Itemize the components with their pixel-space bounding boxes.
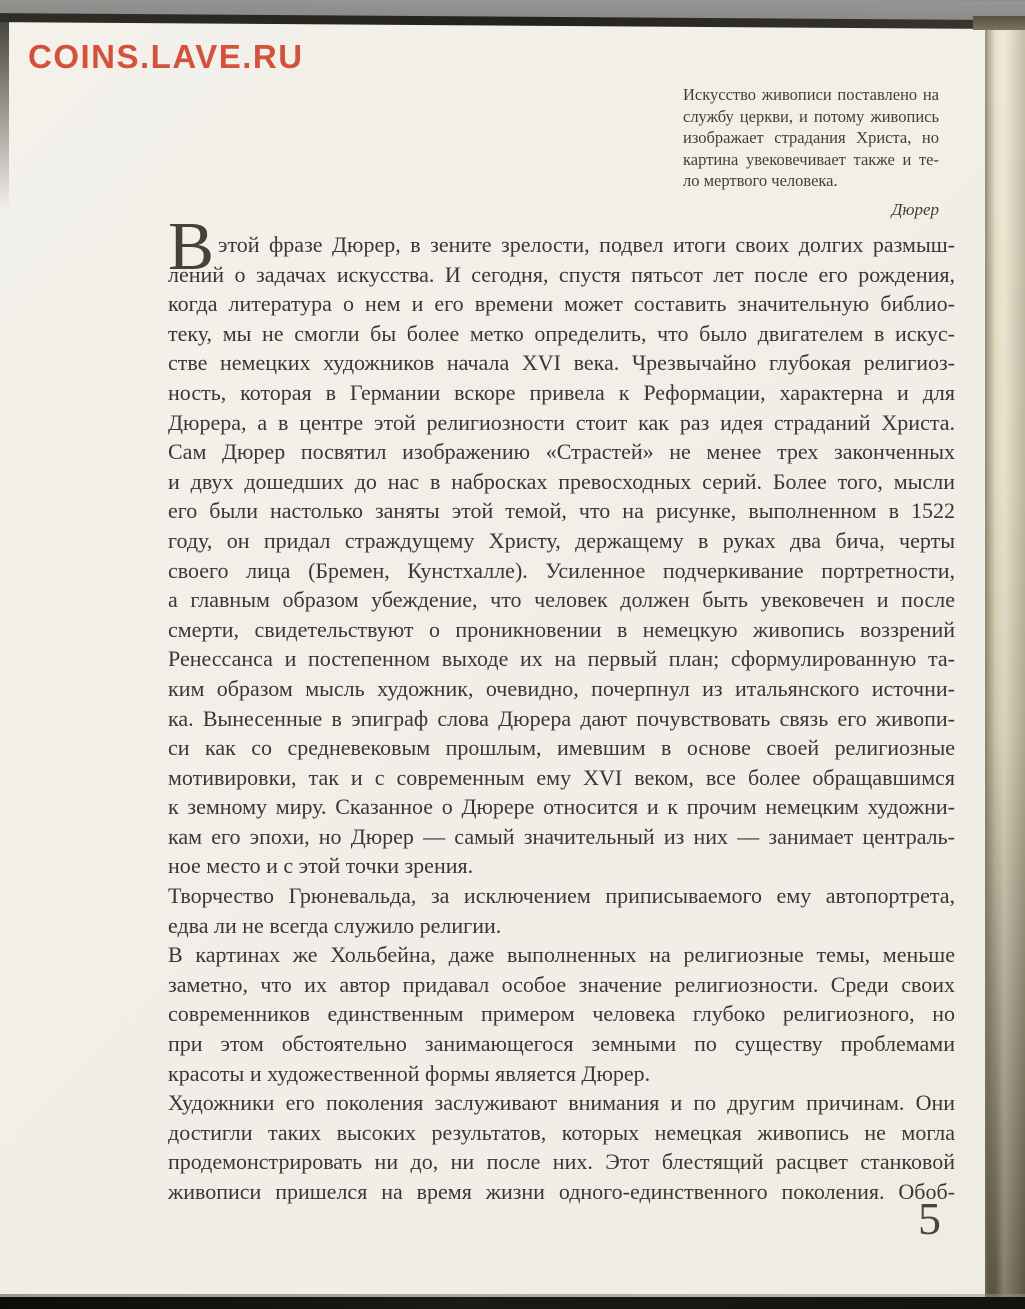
body-line: году, он придал страждущему Христу, держащему в руках два бича, черты xyxy=(168,527,955,553)
body-line: когда литература о нем и его времени может составить значительную библио- xyxy=(168,291,955,317)
body-line: смерти, свидетельствуют о проникновении в немецкую живопись воззрений xyxy=(168,616,955,642)
body-line: Дюрера, а в центре этой религиозности стоит как раз идея страданий Христа. xyxy=(168,409,955,435)
epigraph-attribution: Дюрер xyxy=(891,199,939,219)
body-line: его были настолько заняты этой темой, что на рисунке, выполненном в 1522 xyxy=(168,498,955,524)
body-line: ность, которая в Германии вскоре привела к Реформации, характерна и для xyxy=(168,379,955,405)
body-line: к земному миру. Сказанное о Дюрере относится и к прочим немецким художни- xyxy=(168,794,955,820)
body-line: этой фразе Дюрер, в зените зрелости, подвел итоги своих долгих размыш- xyxy=(218,232,955,257)
body-line: стве немецких художников начала XVI века. Чрезвычайно глубокая религиоз- xyxy=(168,350,955,376)
watermark: COINS.LAVE.RU xyxy=(28,38,304,75)
epigraph-line: ло мертвого человека. xyxy=(683,171,838,191)
body-line: мотивировки, так и с современным ему XVI веком, все более обращавшимся xyxy=(168,764,955,790)
body-line: ное место и с этой точки зрения. xyxy=(168,853,474,879)
body-line: Сам Дюрер посвятил изображению «Страстей» не менее трех законченных xyxy=(168,439,955,465)
body-line: и двух дошедших до нас в набросках превосходных серий. Более того, мысли xyxy=(168,468,955,494)
body-line: теку, мы не смогли бы более метко определить, что было двигателем в искус- xyxy=(168,320,955,346)
scan-edge-left xyxy=(0,20,9,210)
body-line: продемонстрировать ни до, ни после них. Этот блестящий расцвет станковой xyxy=(168,1149,955,1175)
body-line: Ренессанса и постепенном выходе их на первый план; сформулированную та- xyxy=(168,646,955,672)
epigraph-line: изображает страдания Христа, но xyxy=(683,128,939,148)
body-line: своего лица (Бремен, Кунстхалле). Усиленное подчеркивание портретности, xyxy=(168,557,955,583)
epigraph-line: картина увековечивает также и те- xyxy=(683,149,939,169)
epigraph-line: Искусство живописи поставлено на xyxy=(683,85,939,104)
page-number: 5 xyxy=(918,1193,941,1244)
body-line: В картинах же Хольбейна, даже выполненных на религиозные темы, меньше xyxy=(168,942,955,968)
dropcap-initial: В xyxy=(168,208,215,284)
body-line: живописи пришелся на время жизни одного-единственного поколения. Обоб- xyxy=(168,1179,955,1204)
body-line: Творчество Грюневальда, за исключением приписываемого ему автопортрета, xyxy=(168,883,955,909)
body-line: достигли таких высоких результатов, которых немецкая живопись не могла xyxy=(168,1119,955,1145)
book-page-edges xyxy=(985,24,1025,1299)
body-line: Художники его поколения заслуживают внимания и по другим причинам. Они xyxy=(168,1090,955,1116)
scan-corner-shadow xyxy=(973,16,1025,30)
body-line: си как со средневековым прошлым, имевшим в основе своей религиозные xyxy=(168,735,955,761)
epigraph-line: службу церкви, и потому живопись xyxy=(683,106,939,126)
body-line: заметно, что их автор придавал особое значение религиозности. Среди своих xyxy=(168,971,955,997)
scan-edge-bottom xyxy=(0,1297,1025,1309)
body-line: едва ли не всегда служило религии. xyxy=(168,912,502,938)
body-line: при этом обстоятельно занимающегося земными по существу проблемами xyxy=(168,1031,955,1057)
body-line: ка. Вынесенные в эпиграф слова Дюрера дают почувствовать связь его живопи- xyxy=(168,705,955,731)
body-line: лений о задачах искусства. И сегодня, спустя пятьсот лет после его рождения, xyxy=(168,261,955,287)
body-line: кам его эпохи, но Дюрер — самый значительный из них — занимает централь- xyxy=(168,823,955,849)
body-line: ким образом мысль художник, очевидно, почерпнул из итальянского источни- xyxy=(168,675,955,701)
body-line: современников единственным примером человека глубоко религиозного, но xyxy=(168,1001,955,1027)
body-line: красоты и художественной формы является Дюрер. xyxy=(168,1060,651,1086)
epigraph xyxy=(683,84,939,221)
body-line: а главным образом убеждение, что человек должен быть увековечен и после xyxy=(168,587,955,613)
body-text xyxy=(168,230,955,1207)
